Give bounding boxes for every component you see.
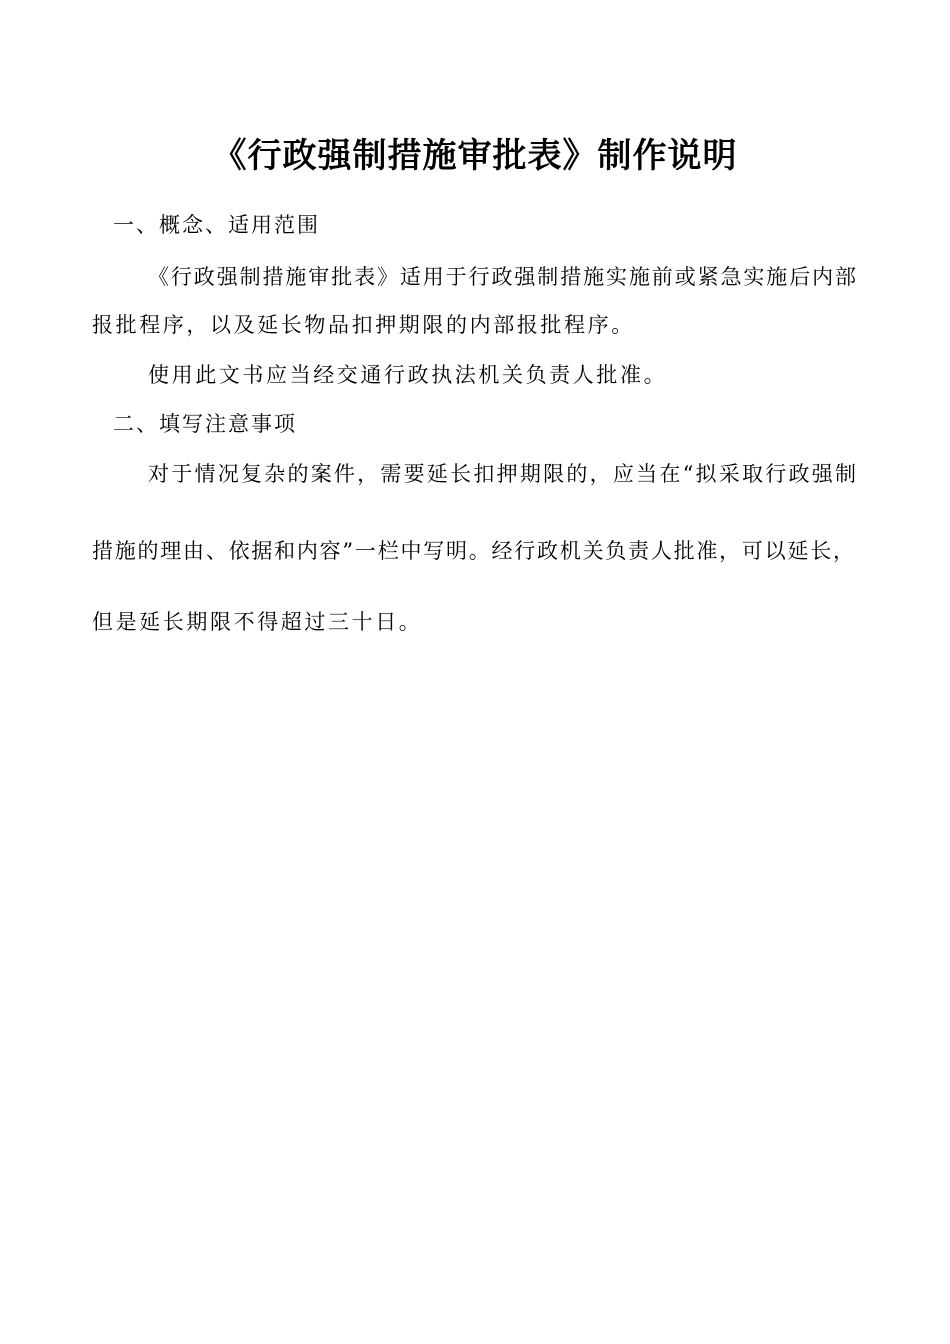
paragraph-line: 但是延长期限不得超过三十日。 (92, 610, 423, 634)
section-heading-filling-notes: 二、填写注意事项 (113, 412, 297, 436)
paragraph-line: 使用此文书应当经交通行政执法机关负责人批准。 (148, 363, 668, 387)
paragraph-line: 报批程序，以及延长物品扣押期限的内部报批程序。 (92, 313, 635, 337)
paragraph-line: 《行政强制措施审批表》适用于行政强制措施实施前或紧急实施后内部 (148, 265, 856, 289)
section-heading-concept-scope: 一、概念、适用范围 (113, 213, 320, 237)
paragraph-line: 措施的理由、依据和内容”一栏中写明。经行政机关负责人批准，可以延长， (92, 539, 854, 563)
paragraph-line: 对于情况复杂的案件，需要延长扣押期限的，应当在“拟采取行政强制 (148, 462, 856, 486)
document-title: 《行政强制措施审批表》制作说明 (212, 136, 738, 176)
